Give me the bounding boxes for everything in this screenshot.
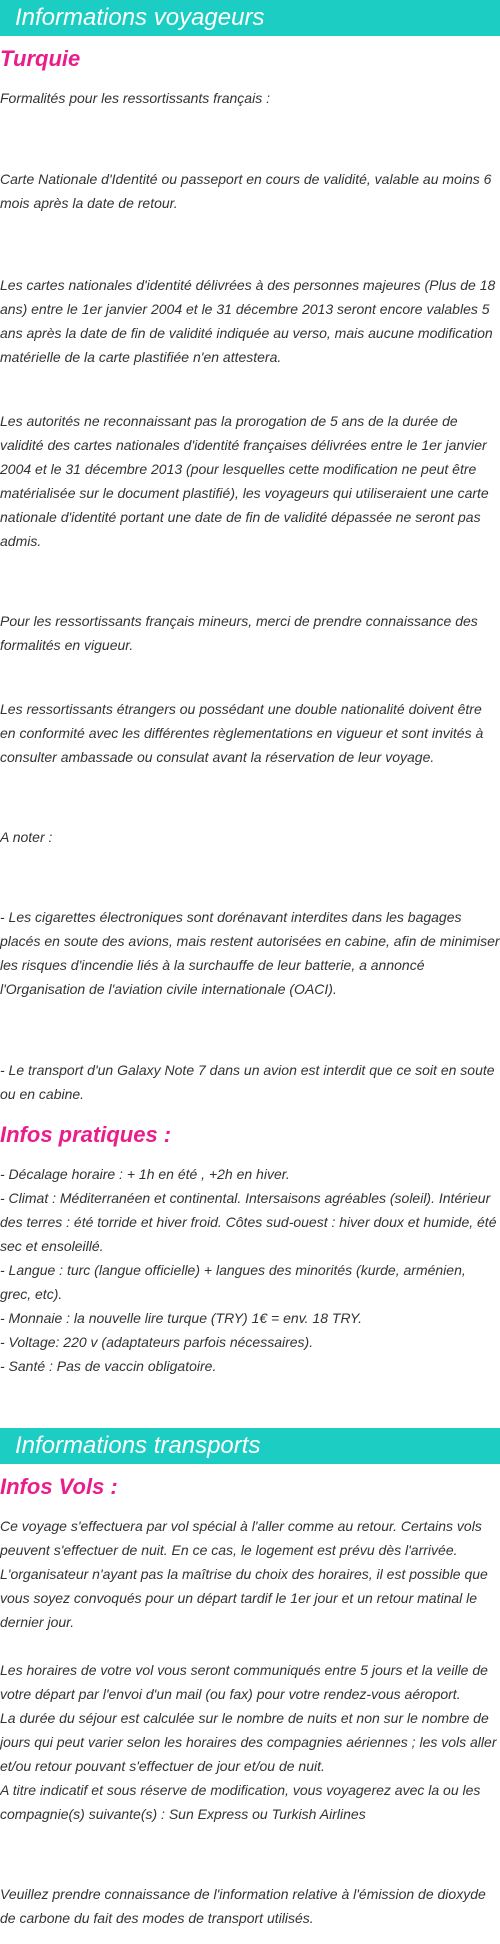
banner-informations-voyageurs: Informations voyageurs bbox=[0, 0, 500, 36]
paragraph-prorogation: Les autorités ne reconnaissant pas la prorogation de 5 ans de la durée de validité des cartes nationales d'identité françaises délivrées entre le 1er janvier 2004 et le 31 décembre 2013 (pour lesquelles cette modification ne peut être matérialisée sur le document plastifié), les voyageurs qui utiliseraient une carte nationale d'identité portant une date de fin de validité dépassée ne seront pas admis. bbox=[0, 413, 489, 549]
list-item: - Santé : Pas de vaccin obligatoire. bbox=[0, 1358, 217, 1374]
infos-vols-heading: Infos Vols : bbox=[0, 1474, 118, 1499]
infos-pratiques-heading: Infos pratiques : bbox=[0, 1122, 172, 1147]
paragraph-vol-special: Ce voyage s'effectuera par vol spécial à l'aller comme au retour. Certains vols peuvent s'effectuer de nuit. En ce cas, le logement est prévu dès l'arrivée. L'organisateur n'ayant pas la maîtrise du choix des horaires, il est possible que vous soyez convoqués pour un départ tardif le 1er jour et un retour matinal le dernier jour. bbox=[0, 1518, 488, 1630]
paragraph-galaxy-note: - Le transport d'un Galaxy Note 7 dans un avion est interdit que ce soit en soute ou en cabine. bbox=[0, 1062, 495, 1102]
formalites-label: Formalités pour les ressortissants français : bbox=[0, 90, 270, 106]
country-heading: Turquie bbox=[0, 46, 81, 71]
paragraph-mineurs: Pour les ressortissants français mineurs, merci de prendre connaissance des formalités en vigueur. bbox=[0, 613, 478, 653]
paragraph-compagnies: A titre indicatif et sous réserve de modification, vous voyagerez avec la ou les compagnie(s) suivante(s) : Sun Express ou Turkish Airlines bbox=[0, 1782, 481, 1822]
a-noter-label: A noter : bbox=[0, 829, 53, 845]
paragraph-duree-sejour: La durée du séjour est calculée sur le nombre de nuits et non sur le nombre de jours qui peut varier selon les horaires des compagnies aériennes ; les vols aller et/ou retour pouvant s'effectuer de jour et/ou de nuit. bbox=[0, 1710, 497, 1774]
paragraph-etrangers: Les ressortissants étrangers ou possédant une double nationalité doivent être en conformité avec les différentes règlementations en vigueur et sont invités à consulter ambassade ou consulat avant la réservation de leur voyage. bbox=[0, 701, 484, 765]
list-item: - Voltage: 220 v (adaptateurs parfois nécessaires). bbox=[0, 1334, 314, 1350]
banner-informations-transports: Informations transports bbox=[0, 1428, 500, 1464]
paragraph-cni-passeport: Carte Nationale d'Identité ou passeport en cours de validité, valable au moins 6 mois après la date de retour. bbox=[0, 171, 492, 211]
list-item: - Climat : Méditerranéen et continental. Intersaisons agréables (soleil). Intérieur des terres : été torride et hiver froid. Côtes sud-ouest : hiver doux et humide, été sec et ensoleillé. bbox=[0, 1190, 497, 1254]
list-item: - Langue : turc (langue officielle) + langues des minorités (kurde, arménien, grec, etc). bbox=[0, 1262, 466, 1302]
list-item: - Décalage horaire : + 1h en été , +2h en hiver. bbox=[0, 1166, 290, 1182]
paragraph-co2: Veuillez prendre connaissance de l'information relative à l'émission de dioxyde de carbone du fait des modes de transport utilisés. bbox=[0, 1886, 486, 1926]
paragraph-cni-validite: Les cartes nationales d'identité délivrées à des personnes majeures (Plus de 18 ans) entre le 1er janvier 2004 et le 31 décembre 2013 seront encore valables 5 ans après la date de fin de validité indiquée au verso, mais aucune modification matérielle de la carte plastifiée n'en attestera. bbox=[0, 277, 496, 365]
list-item: - Monnaie : la nouvelle lire turque (TRY) 1€ = env. 18 TRY. bbox=[0, 1310, 362, 1326]
paragraph-horaires: Les horaires de votre vol vous seront communiqués entre 5 jours et la veille de votre départ par l'envoi d'un mail (ou fax) pour votre rendez-vous aéroport. bbox=[0, 1662, 488, 1702]
paragraph-cigarettes: - Les cigarettes électroniques sont dorénavant interdites dans les bagages placés en soute des avions, mais restent autorisées en cabine, afin de minimiser les risques d'incendie liés à la surchauffe de leur batterie, a annoncé l'Organisation de l'aviation civile internationale (OACI). bbox=[0, 909, 500, 997]
